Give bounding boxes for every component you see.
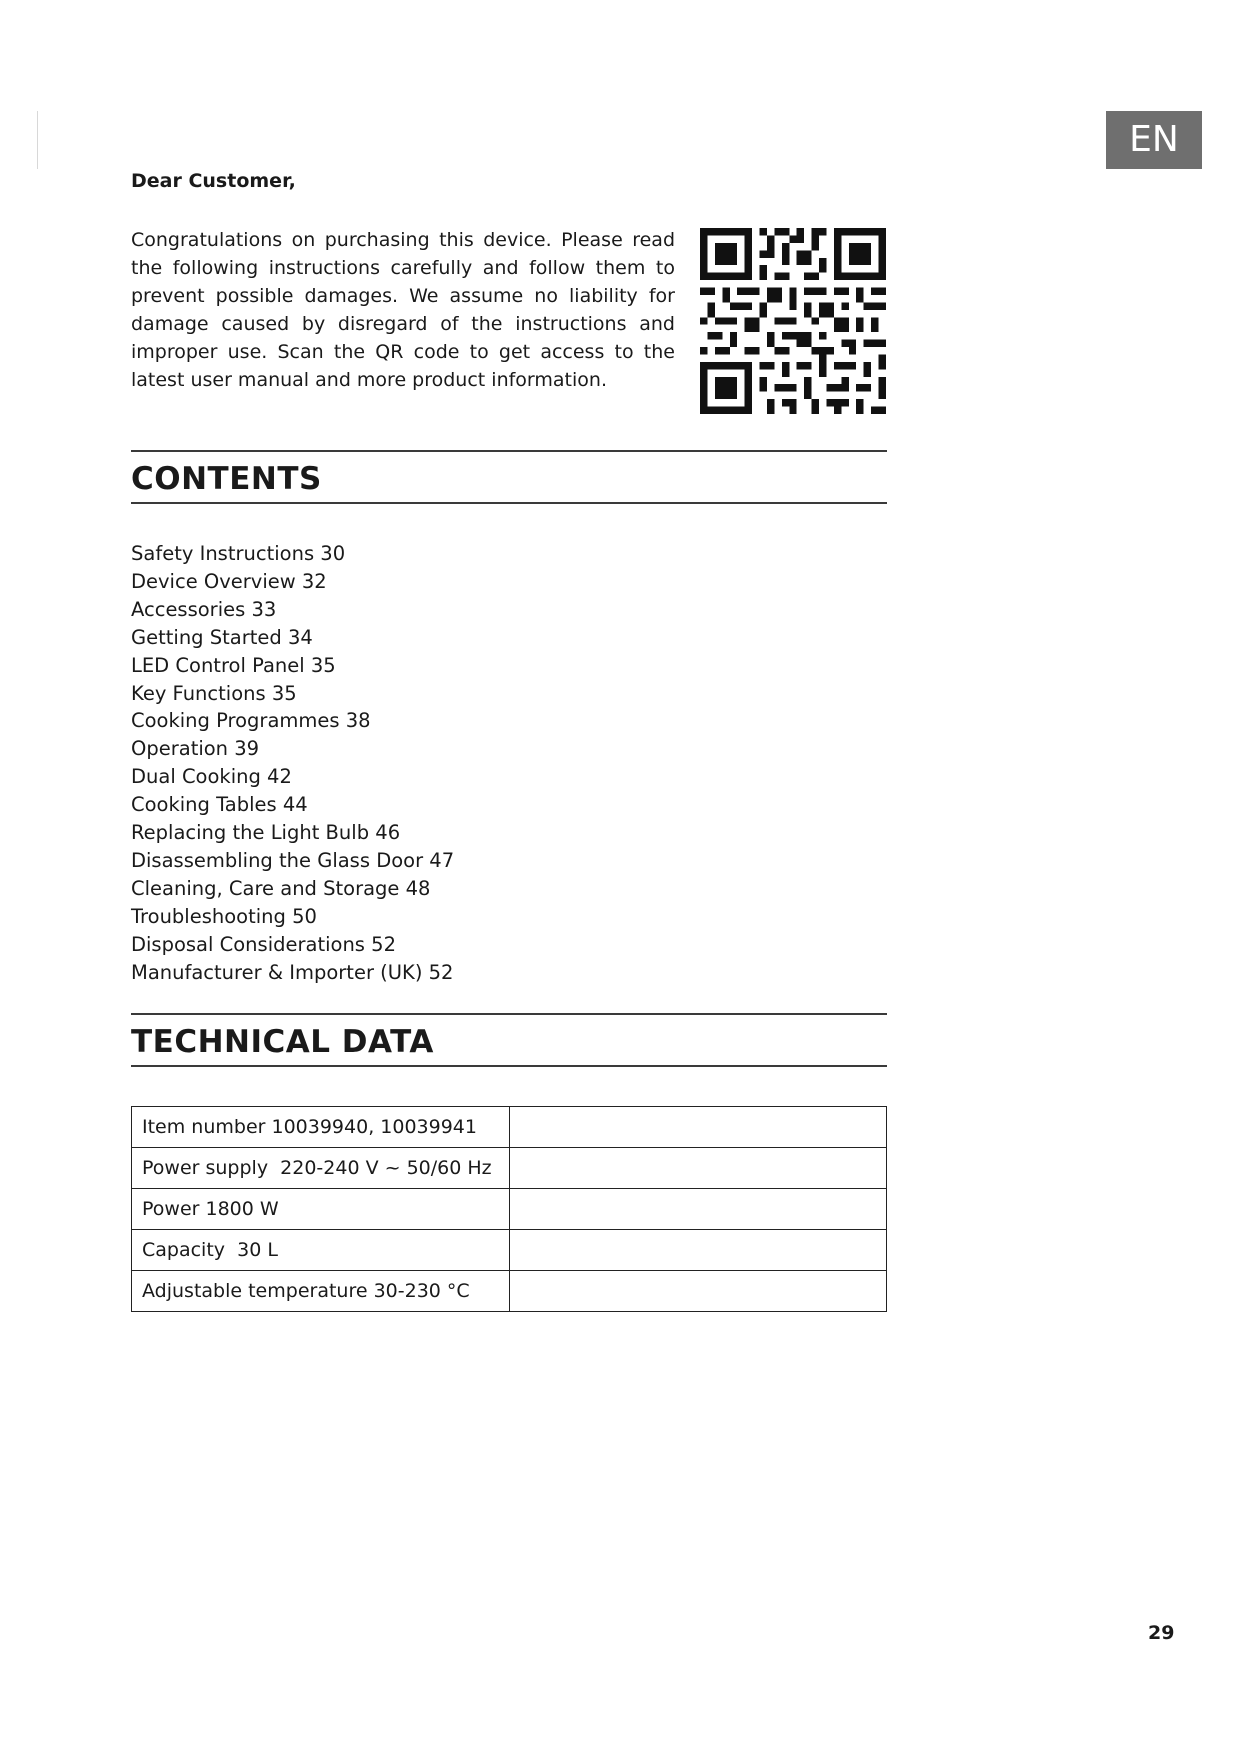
- contents-item: Dual Cooking 42: [131, 765, 292, 789]
- contents-item: Key Functions 35: [131, 681, 297, 705]
- greeting: Dear Customer,: [131, 170, 296, 192]
- contents-item: Cleaning, Care and Storage 48: [131, 876, 431, 900]
- table-cell-value: [510, 1271, 887, 1312]
- contents-item: Cooking Programmes 38: [131, 709, 371, 733]
- table-row: [132, 1148, 887, 1189]
- contents-top-rule: [131, 450, 887, 452]
- table-row: [132, 1189, 887, 1230]
- table-row: [132, 1271, 887, 1312]
- table-cell-label: Power supply 220-240 V ~ 50/60 Hz: [132, 1148, 510, 1189]
- table-cell-value: [510, 1148, 887, 1189]
- contents-item: Operation 39: [131, 737, 260, 761]
- contents-item: Disassembling the Glass Door 47: [131, 848, 455, 872]
- table-cell-label: Item number 10039940, 10039941: [132, 1107, 510, 1148]
- margin-mark: [37, 111, 38, 169]
- contents-item: Manufacturer & Importer (UK) 52: [131, 960, 454, 984]
- contents-item: Replacing the Light Bulb 46: [131, 821, 401, 845]
- contents-title: CONTENTS: [131, 461, 322, 497]
- contents-item: Device Overview 32: [131, 569, 327, 593]
- contents-bottom-rule: [131, 502, 887, 504]
- technical-data-bottom-rule: [131, 1065, 887, 1067]
- technical-data-title: TECHNICAL DATA: [131, 1024, 434, 1060]
- contents-list: [131, 540, 454, 987]
- table-row: [132, 1230, 887, 1271]
- technical-data-table: [131, 1106, 887, 1312]
- contents-item: Cooking Tables 44: [131, 793, 308, 817]
- table-cell-value: [510, 1107, 887, 1148]
- intro-paragraph: Congratulations on purchasing this device. Please read the following instructions carefully and follow them to prevent possible damages. We assume no liability for damage caused by disregard of the instructions and improper use. Scan the QR code to get access to the latest user manual and more product information.: [131, 229, 675, 391]
- contents-item: Safety Instructions 30: [131, 542, 346, 565]
- contents-item: Accessories 33: [131, 597, 277, 621]
- contents-item: Getting Started 34: [131, 625, 313, 649]
- table-cell-value: [510, 1189, 887, 1230]
- qr-code-icon: [700, 228, 886, 414]
- contents-item: Disposal Considerations 52: [131, 932, 396, 956]
- table-cell-value: [510, 1230, 887, 1271]
- contents-item: LED Control Panel 35: [131, 653, 336, 677]
- table-cell-label: Adjustable temperature 30-230 °C: [132, 1271, 510, 1312]
- table-row: [132, 1107, 887, 1148]
- page-number: 29: [1148, 1622, 1175, 1644]
- technical-data-top-rule: [131, 1013, 887, 1015]
- language-badge: EN: [1106, 111, 1202, 169]
- table-cell-label: Power 1800 W: [132, 1189, 510, 1230]
- contents-item: Troubleshooting 50: [131, 904, 317, 928]
- table-cell-label: Capacity 30 L: [132, 1230, 510, 1271]
